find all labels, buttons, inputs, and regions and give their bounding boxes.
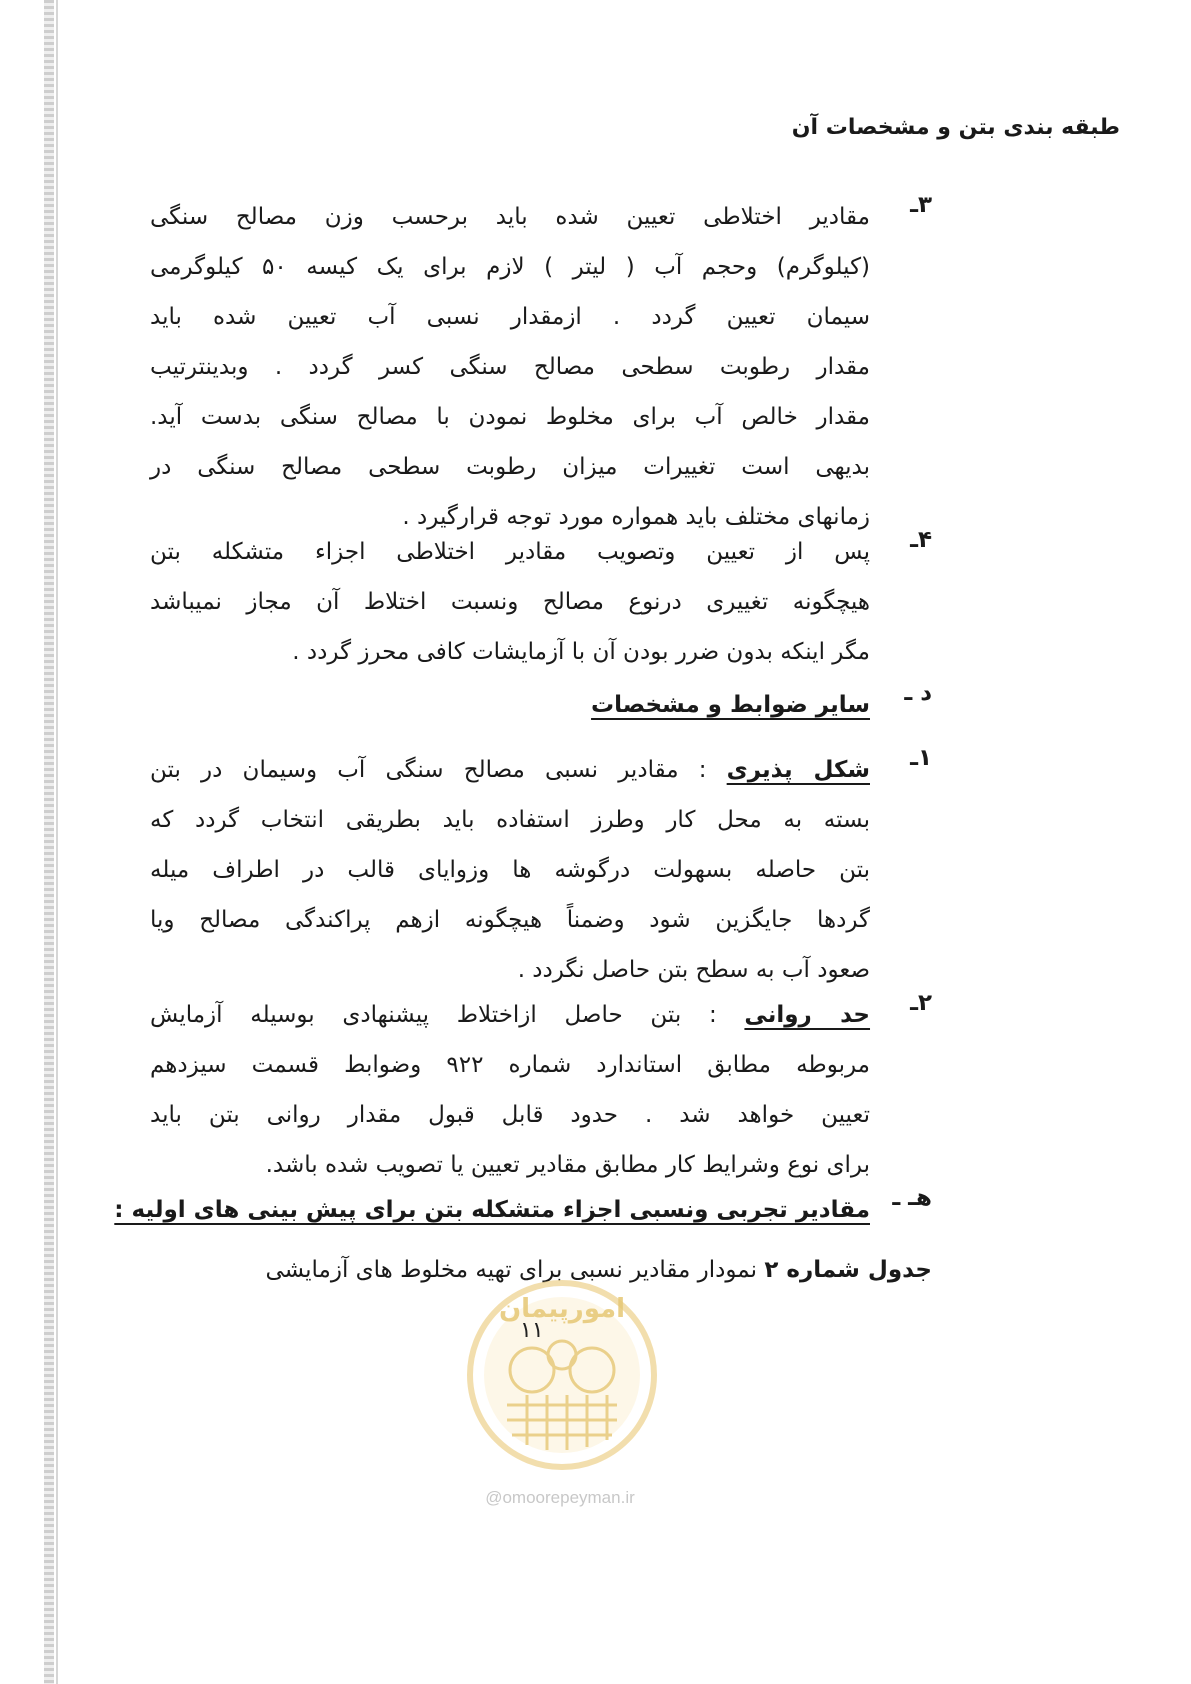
page-header: طبقه بندی بتن و مشخصات آن <box>791 115 1120 140</box>
binding-edge-line <box>56 0 58 1684</box>
item-d2-line-4: برای نوع وشرایط کار مطابق مقادیر تعیین یا تصویب شده باشد. <box>265 1152 870 1178</box>
item-d1-line-1 <box>150 745 870 795</box>
item-4 <box>150 527 932 677</box>
item-3-number: ۳ـ <box>910 192 932 218</box>
section-h-letter: هـ ـ <box>892 1185 932 1211</box>
item-d1-term: شکل پذیری <box>726 757 870 783</box>
item-d1-number: ۱ـ <box>910 745 932 771</box>
item-3-line-1: مقادیر اختلاطی تعیین شده باید برحسب وزن مصالح سنگی <box>150 204 870 230</box>
item-3-line-2: (کیلوگرم) وحجم آب ( لیتر ) لازم برای یک کیسه ۵۰ کیلوگرمی <box>150 254 870 280</box>
item-3-line-3: سیمان تعیین گردد . ازمقدار نسبی آب تعیین شده باید <box>150 304 870 330</box>
section-d <box>150 680 932 730</box>
item-3-line-6: بدیهی است تغییرات میزان رطوبت سطحی مصالح سنگی در <box>150 454 870 480</box>
watermark-site: @omoorepeyman.ir <box>485 1488 635 1507</box>
item-d2-term: حد روانی <box>744 1002 871 1028</box>
item-d1-line-2: بسته به محل کار وطرز استفاده باید بطریقی انتخاب گردد که <box>150 807 870 833</box>
item-4-line-2: هیچگونه تغییری درنوع مصالح ونسبت اختلاط آن مجاز نمیباشد <box>150 589 870 615</box>
item-d1 <box>150 745 932 995</box>
item-d2 <box>150 990 932 1190</box>
item-3-line-4: مقدار رطوبت سطحی مصالح سنگی کسر گردد . وبدینترتیب <box>150 354 870 380</box>
page-number: ۱۱ <box>520 1318 544 1343</box>
binding-edge <box>44 0 54 1684</box>
item-4-number: ۴ـ <box>910 527 932 553</box>
item-d1-line-1-text: : مقادیر نسبی مصالح سنگی آب وسیمان در بتن <box>150 757 707 783</box>
item-4-line-1: پس از تعیین وتصویب مقادیر اختلاطی اجزاء متشکله بتن <box>150 539 870 565</box>
section-d-title: سایر ضوابط و مشخصات <box>591 692 870 718</box>
item-3-line-5: مقدار خالص آب برای مخلوط نمودن با مصالح سنگی بدست آید. <box>150 404 870 430</box>
item-3-line-7: زمانهای مختلف باید همواره مورد توجه قرارگیرد . <box>402 504 870 530</box>
item-d2-line-2: مربوطه مطابق استاندارد شماره ۹۲۲ وضوابط قسمت سیزدهم <box>150 1052 870 1078</box>
item-d1-line-5: صعود آب به سطح بتن حاصل نگردد . <box>517 957 870 983</box>
section-h <box>114 1185 932 1235</box>
item-d1-line-4: گردها جایگزین شود وضمناً هیچگونه ازهم پراکندگی مصالح ویا <box>150 907 870 933</box>
item-d2-line-3: تعیین خواهد شد . حدود قابل قبول مقدار روانی بتن باید <box>150 1102 870 1128</box>
item-d2-number: ۲ـ <box>910 990 932 1016</box>
item-d2-line-1 <box>150 990 870 1040</box>
item-4-line-3: مگر اینکه بدون ضرر بودن آن با آزمایشات کافی محرز گردد . <box>292 639 870 665</box>
item-d1-line-3: بتن حاصله بسهولت درگوشه ها وزوایای قالب در اطراف میله <box>150 857 870 883</box>
table-caption-text: نمودار مقادیر نسبی برای تهیه مخلوط های آزمایشی <box>265 1257 758 1283</box>
item-d2-line-1-text: : بتن حاصل ازاختلاط پیشنهادی بوسیله آزمایش <box>150 1002 717 1028</box>
watermark-brand: امورپیمان <box>498 1294 626 1324</box>
watermark-logo-icon <box>462 1275 662 1475</box>
section-h-title: مقادیر تجربی ونسبی اجزاء متشکله بتن برای پیش بینی های اولیه : <box>114 1197 870 1223</box>
table-caption-label: جدول شماره ۲ <box>764 1257 932 1283</box>
section-d-letter: د ـ <box>904 680 932 706</box>
